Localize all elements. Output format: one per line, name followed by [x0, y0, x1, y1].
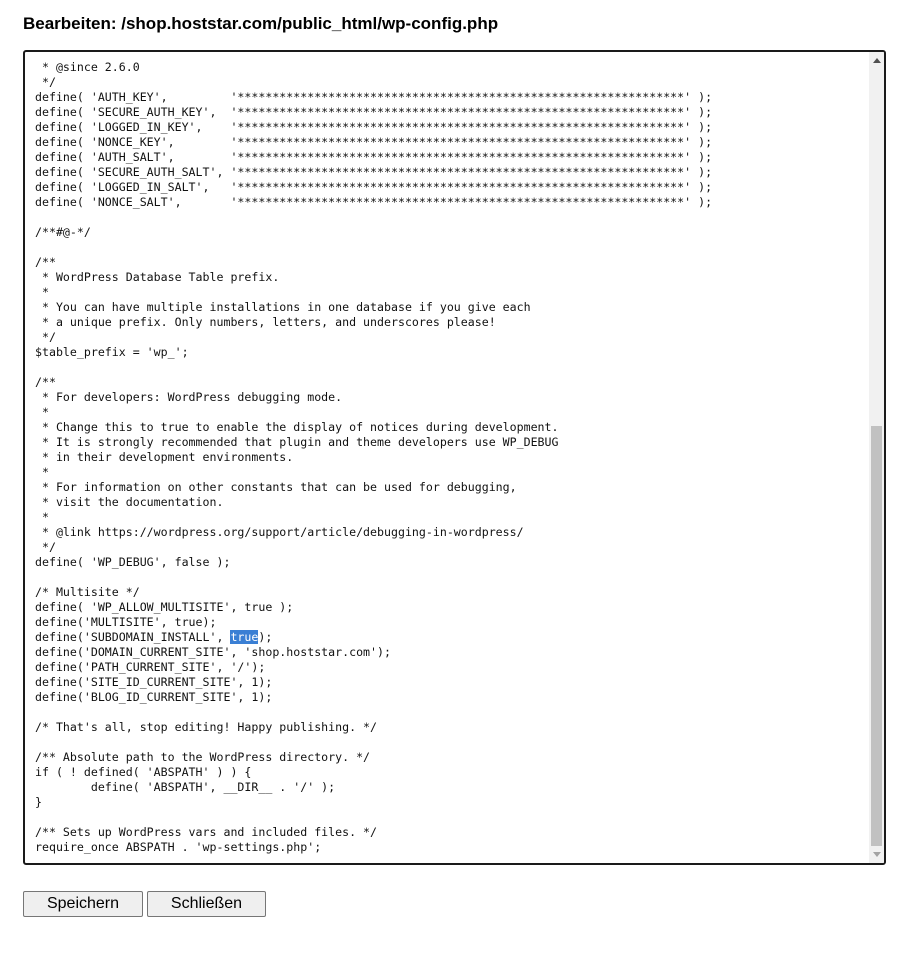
arrow-down-icon	[873, 852, 881, 857]
code-line: define('DOMAIN_CURRENT_SITE', 'shop.hoststar.com');	[35, 645, 391, 659]
code-line: /**#@-*/	[35, 225, 91, 239]
code-line: define( 'LOGGED_IN_SALT', '****************************************************************' );	[35, 180, 713, 194]
code-line-before-selection: define('SUBDOMAIN_INSTALL',	[35, 630, 231, 644]
code-line: * Change this to true to enable the display of notices during development.	[35, 420, 559, 434]
code-line-after-selection: );	[258, 630, 273, 644]
code-line: */	[35, 330, 56, 344]
code-line: */	[35, 540, 56, 554]
code-line: define( 'AUTH_KEY', '****************************************************************' );	[35, 90, 713, 104]
code-line: define('BLOG_ID_CURRENT_SITE', 1);	[35, 690, 273, 704]
code-line: * WordPress Database Table prefix.	[35, 270, 280, 284]
code-line: * in their development environments.	[35, 450, 294, 464]
code-line	[35, 735, 712, 750]
scroll-up-button[interactable]	[869, 52, 884, 69]
code-line: *	[35, 510, 49, 524]
code-line: * You can have multiple installations in one database if you give each	[35, 300, 531, 314]
code-line: * visit the documentation.	[35, 495, 224, 509]
code-line	[35, 630, 712, 645]
code-line: if ( ! defined( 'ABSPATH' ) ) {	[35, 765, 252, 779]
page-title: Bearbeiten: /shop.hoststar.com/public_html/wp-config.php	[23, 14, 499, 33]
code-line: define( 'SECURE_AUTH_KEY', '****************************************************************' );	[35, 105, 713, 119]
code-line: define( 'WP_ALLOW_MULTISITE', true );	[35, 600, 294, 614]
code-line: define( 'NONCE_SALT', '****************************************************************' );	[35, 195, 713, 209]
code-line: require_once ABSPATH . 'wp-settings.php';	[35, 840, 322, 854]
code-line	[35, 240, 712, 255]
code-line: define( 'ABSPATH', __DIR__ . '/' );	[35, 780, 336, 794]
code-line: /* That's all, stop editing! Happy publishing. */	[35, 720, 378, 734]
code-line: /**	[35, 255, 56, 269]
code-content[interactable]	[35, 60, 712, 855]
code-line: define( 'NONCE_KEY', '****************************************************************' );	[35, 135, 713, 149]
code-editor-textarea[interactable]	[23, 50, 886, 865]
code-line	[35, 210, 712, 225]
scrollbar-thumb[interactable]	[871, 426, 882, 846]
code-line: define( 'WP_DEBUG', false );	[35, 555, 231, 569]
code-line	[35, 360, 712, 375]
code-line: /**	[35, 375, 56, 389]
code-line: * a unique prefix. Only numbers, letters, and underscores please!	[35, 315, 496, 329]
close-button[interactable]: Schließen	[147, 891, 266, 917]
code-line: * For developers: WordPress debugging mode.	[35, 390, 343, 404]
code-line: define( 'SECURE_AUTH_SALT', '****************************************************************' );	[35, 165, 713, 179]
code-line: }	[35, 795, 42, 809]
code-line	[35, 810, 712, 825]
arrow-up-icon	[873, 58, 881, 63]
code-line: define( 'LOGGED_IN_KEY', '****************************************************************' );	[35, 120, 713, 134]
code-line: *	[35, 285, 49, 299]
save-button[interactable]: Speichern	[23, 891, 143, 917]
vertical-scrollbar[interactable]	[869, 52, 884, 863]
code-line: * @link https://wordpress.org/support/article/debugging-in-wordpress/	[35, 525, 524, 539]
code-line: *	[35, 465, 49, 479]
code-line: define('SITE_ID_CURRENT_SITE', 1);	[35, 675, 273, 689]
code-line: *	[35, 405, 49, 419]
code-line: define('PATH_CURRENT_SITE', '/');	[35, 660, 266, 674]
code-line: define('MULTISITE', true);	[35, 615, 217, 629]
code-line: * @since 2.6.0	[35, 60, 140, 74]
scroll-down-button[interactable]	[869, 846, 884, 863]
selected-text: true	[230, 630, 259, 644]
code-line	[35, 705, 712, 720]
code-line: * It is strongly recommended that plugin and theme developers use WP_DEBUG	[35, 435, 559, 449]
code-line: */	[35, 75, 56, 89]
code-line: /** Sets up WordPress vars and included files. */	[35, 825, 378, 839]
code-line: define( 'AUTH_SALT', '****************************************************************' );	[35, 150, 713, 164]
code-line: /** Absolute path to the WordPress directory. */	[35, 750, 371, 764]
code-line	[35, 570, 712, 585]
code-line: $table_prefix = 'wp_';	[35, 345, 189, 359]
code-line: /* Multisite */	[35, 585, 140, 599]
code-line: * For information on other constants that can be used for debugging,	[35, 480, 517, 494]
